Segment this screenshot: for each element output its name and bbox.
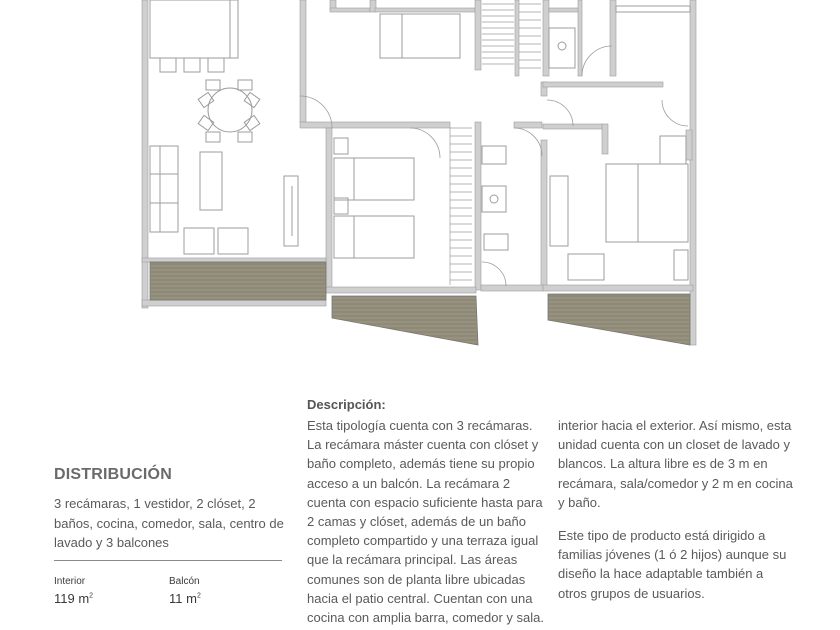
desc-col1-line: que la recámara principal. Las áreas bbox=[307, 552, 518, 568]
desc-col1-line: La recámara máster cuenta con clóset y bbox=[307, 437, 539, 453]
desc-col1-line: cuenta con espacio suficiente hasta para bbox=[307, 494, 543, 510]
desc-col3-line: otros grupos de usuarios. bbox=[558, 585, 705, 601]
interior-unit-exponent: 2 bbox=[89, 592, 94, 600]
desc-col1-line: completo compartido y una terraza igual bbox=[307, 533, 539, 549]
desc-col2-line: unidad cuenta con un closet de lavado y bbox=[558, 437, 791, 453]
balcon-value: 11 m bbox=[169, 591, 197, 606]
desc-col1-line: baño completo, además tiene su propio bbox=[307, 456, 535, 472]
distribucion-title: DISTRIBUCIÓN bbox=[54, 466, 172, 483]
balcon-unit-exponent: 2 bbox=[196, 592, 201, 600]
desc-col1-line: comunes son de planta libre ubicadas bbox=[307, 571, 526, 587]
desc-col1-line: hacia el patio central. Cuentan con una bbox=[307, 590, 533, 606]
desc-col3-line: familias jóvenes (1 ó 2 hijos) aunque su bbox=[558, 547, 787, 563]
balcon-label: Balcón bbox=[169, 576, 200, 587]
interior-value: 119 m bbox=[54, 591, 90, 606]
desc-col1-line: 2 camas y clóset, además de un baño bbox=[307, 514, 526, 529]
desc-col2-line: interior hacia el exterior. Así mismo, esta bbox=[558, 418, 792, 433]
descripcion-title: Descripción: bbox=[307, 397, 386, 412]
interior-area bbox=[54, 591, 93, 606]
desc-col2-line: y baño. bbox=[558, 494, 601, 510]
desc-col3-line: diseño la hace adaptable también a bbox=[558, 566, 764, 582]
desc-col2-line: blancos. La altura libre es de 3 m en bbox=[558, 456, 768, 472]
distribucion-text: 3 recámaras, 1 vestidor, 2 clóset, 2 baños, cocina, comedor, sala, centro de lavado y 3 balcones bbox=[54, 496, 284, 550]
desc-col1-line: cocina con amplia barra, comedor y sala. bbox=[307, 610, 545, 625]
desc-col1-line: Esta tipología cuenta con 3 recámaras. bbox=[307, 418, 533, 433]
desc-col2-line: recámara, sala/comedor y 2 m en cocina bbox=[558, 475, 793, 491]
desc-col1-line: acceso a un balcón. La recámara 2 bbox=[307, 475, 511, 491]
balcon-area bbox=[169, 591, 201, 606]
interior-label: Interior bbox=[54, 576, 86, 587]
desc-col3-line: Este tipo de producto está dirigido a bbox=[558, 528, 766, 543]
distribucion-divider bbox=[54, 560, 282, 561]
